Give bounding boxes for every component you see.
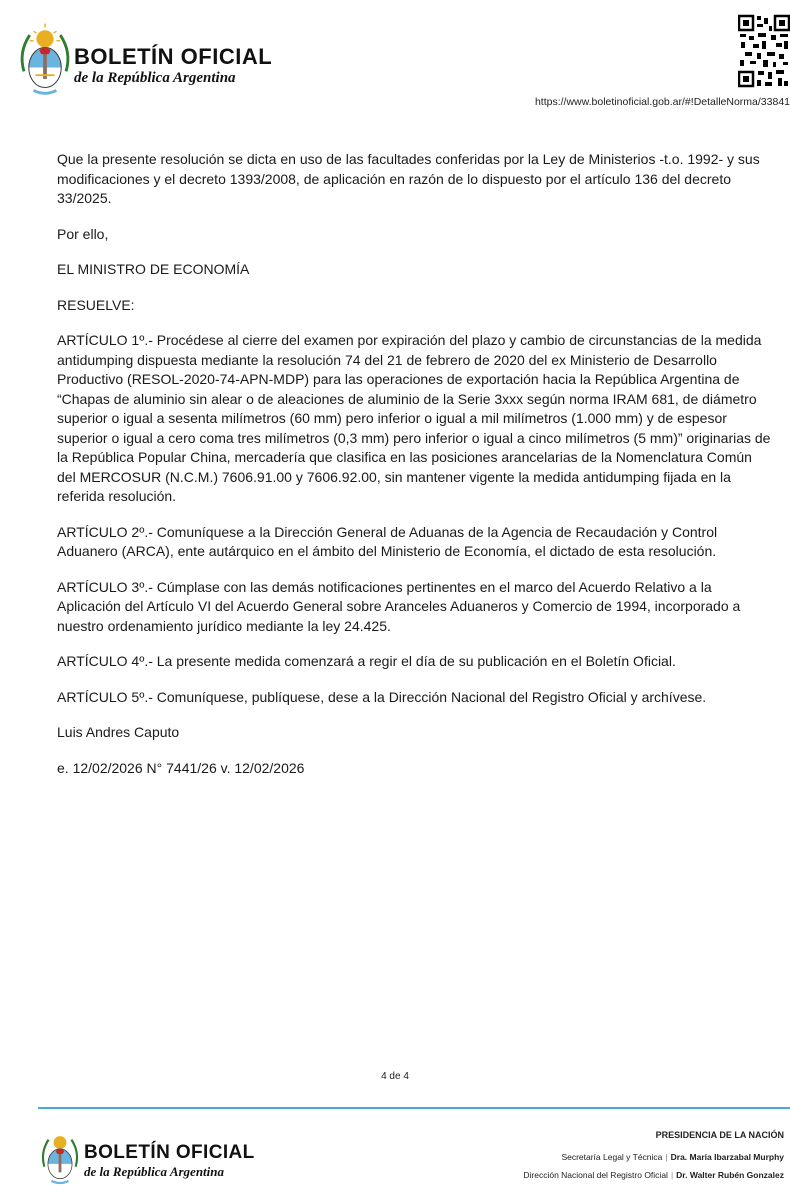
footer-line-2-name: Dr. Walter Rubén Gonzalez [676, 1170, 784, 1180]
header-subtitle: de la República Argentina [74, 70, 236, 86]
document-url[interactable]: https://www.boletinoficial.gob.ar/#!DetalleNorma/33841 [534, 96, 790, 108]
footer-divider [38, 1107, 790, 1109]
footer-line-2: Dirección Nacional del Registro Oficial | Dr. Walter Rubén Gonzalez [523, 1170, 784, 1180]
coat-of-arms-icon [16, 14, 74, 100]
footer-line-1-org: Secretaría Legal y Técnica [561, 1152, 663, 1162]
footer-coat-of-arms-icon [38, 1124, 82, 1188]
article-5: ARTÍCULO 5º.- Comuníquese, publíquese, dese a la Dirección Nacional del Registro Oficial y archívese. [57, 688, 707, 705]
header-title: BOLETÍN OFICIAL [74, 44, 273, 69]
page-header [0, 0, 790, 112]
signature-name: Luis Andres Caputo [57, 724, 180, 740]
footer-line-1-name: Dra. María Ibarzabal Murphy [670, 1152, 784, 1162]
footer-line-1: Secretaría Legal y Técnica | Dra. María Ibarzabal Murphy [561, 1152, 784, 1162]
paragraph-por-ello: Por ello, [57, 225, 109, 242]
paragraph-considerando: Que la presente resolución se dicta en uso de las facultades conferidas por la Ley de Ministerios -t.o. 1992- y sus modificaciones y el decreto 1393/2008, de aplicación en razón de lo dispuesto por el artículo 136 del decreto 33/2025. [57, 151, 760, 206]
page-number: 4 de 4 [381, 1071, 409, 1082]
footer-subtitle: de la República Argentina [84, 1164, 224, 1179]
footer-credits [523, 1130, 784, 1188]
footer-title: BOLETÍN OFICIAL [84, 1142, 255, 1163]
footer-presidency: PRESIDENCIA DE LA NACIÓN [655, 1130, 784, 1140]
paragraph-resuelve: RESUELVE: [57, 296, 135, 313]
footer-line-2-org: Dirección Nacional del Registro Oficial [523, 1170, 668, 1180]
article-1: ARTÍCULO 1º.- Procédese al cierre del examen por expiración del plazo y cambio de circunstancias de la medida antidumping dispuesta mediante la resolución 74 del 21 de febrero de 2020 del ex Ministerio de Desarrollo Productivo (RESOL-2020-74-APN-MDP) para las operaciones de exportación hacia la República Argentina de “Chapas de aluminio sin alear o de aleaciones de aluminio de la Serie 3xxx según norma IRAM 681, de diámetro superior o igual a sesenta milímetros (60 mm) pero inferior o igual a mil milímetros (1.000 mm) y de espesor superior o igual a cero coma tres milímetros (0,3 mm) pero inferior o igual a cinco milímetros (5 mm)” originarias de la República Popular China, mercadería que clasifica en las posiciones arancelarias de la Nomenclatura Común del MERCOSUR (N.C.M.) 7606.91.00 y 7606.92.00, sin mantener vigente la medida antidumping fijada en la referida resolución. [57, 332, 771, 504]
publication-note: e. 12/02/2026 N° 7441/26 v. 12/02/2026 [57, 759, 305, 776]
document-body [57, 150, 773, 794]
qr-code-icon [738, 14, 790, 89]
paragraph-ministro: EL MINISTRO DE ECONOMÍA [57, 261, 250, 277]
article-2: ARTÍCULO 2º.- Comuníquese a la Dirección General de Aduanas de la Agencia de Recaudación y Control Aduanero (ARCA), ente autárquico en el ámbito del Ministerio de Economía, el dictado de esta resolución. [57, 523, 718, 559]
article-4: ARTÍCULO 4º.- La presente medida comenzará a regir el día de su publicación en el Boletín Oficial. [57, 653, 676, 669]
article-3: ARTÍCULO 3º.- Cúmplase con las demás notificaciones pertinentes en el marco del Acuerdo Relativo a la Aplicación del Artículo VI del Acuerdo General sobre Aranceles Aduaneros y Comercio de 1994, incorporado a nuestro ordenamiento jurídico mediante la ley 24.425. [57, 578, 741, 634]
